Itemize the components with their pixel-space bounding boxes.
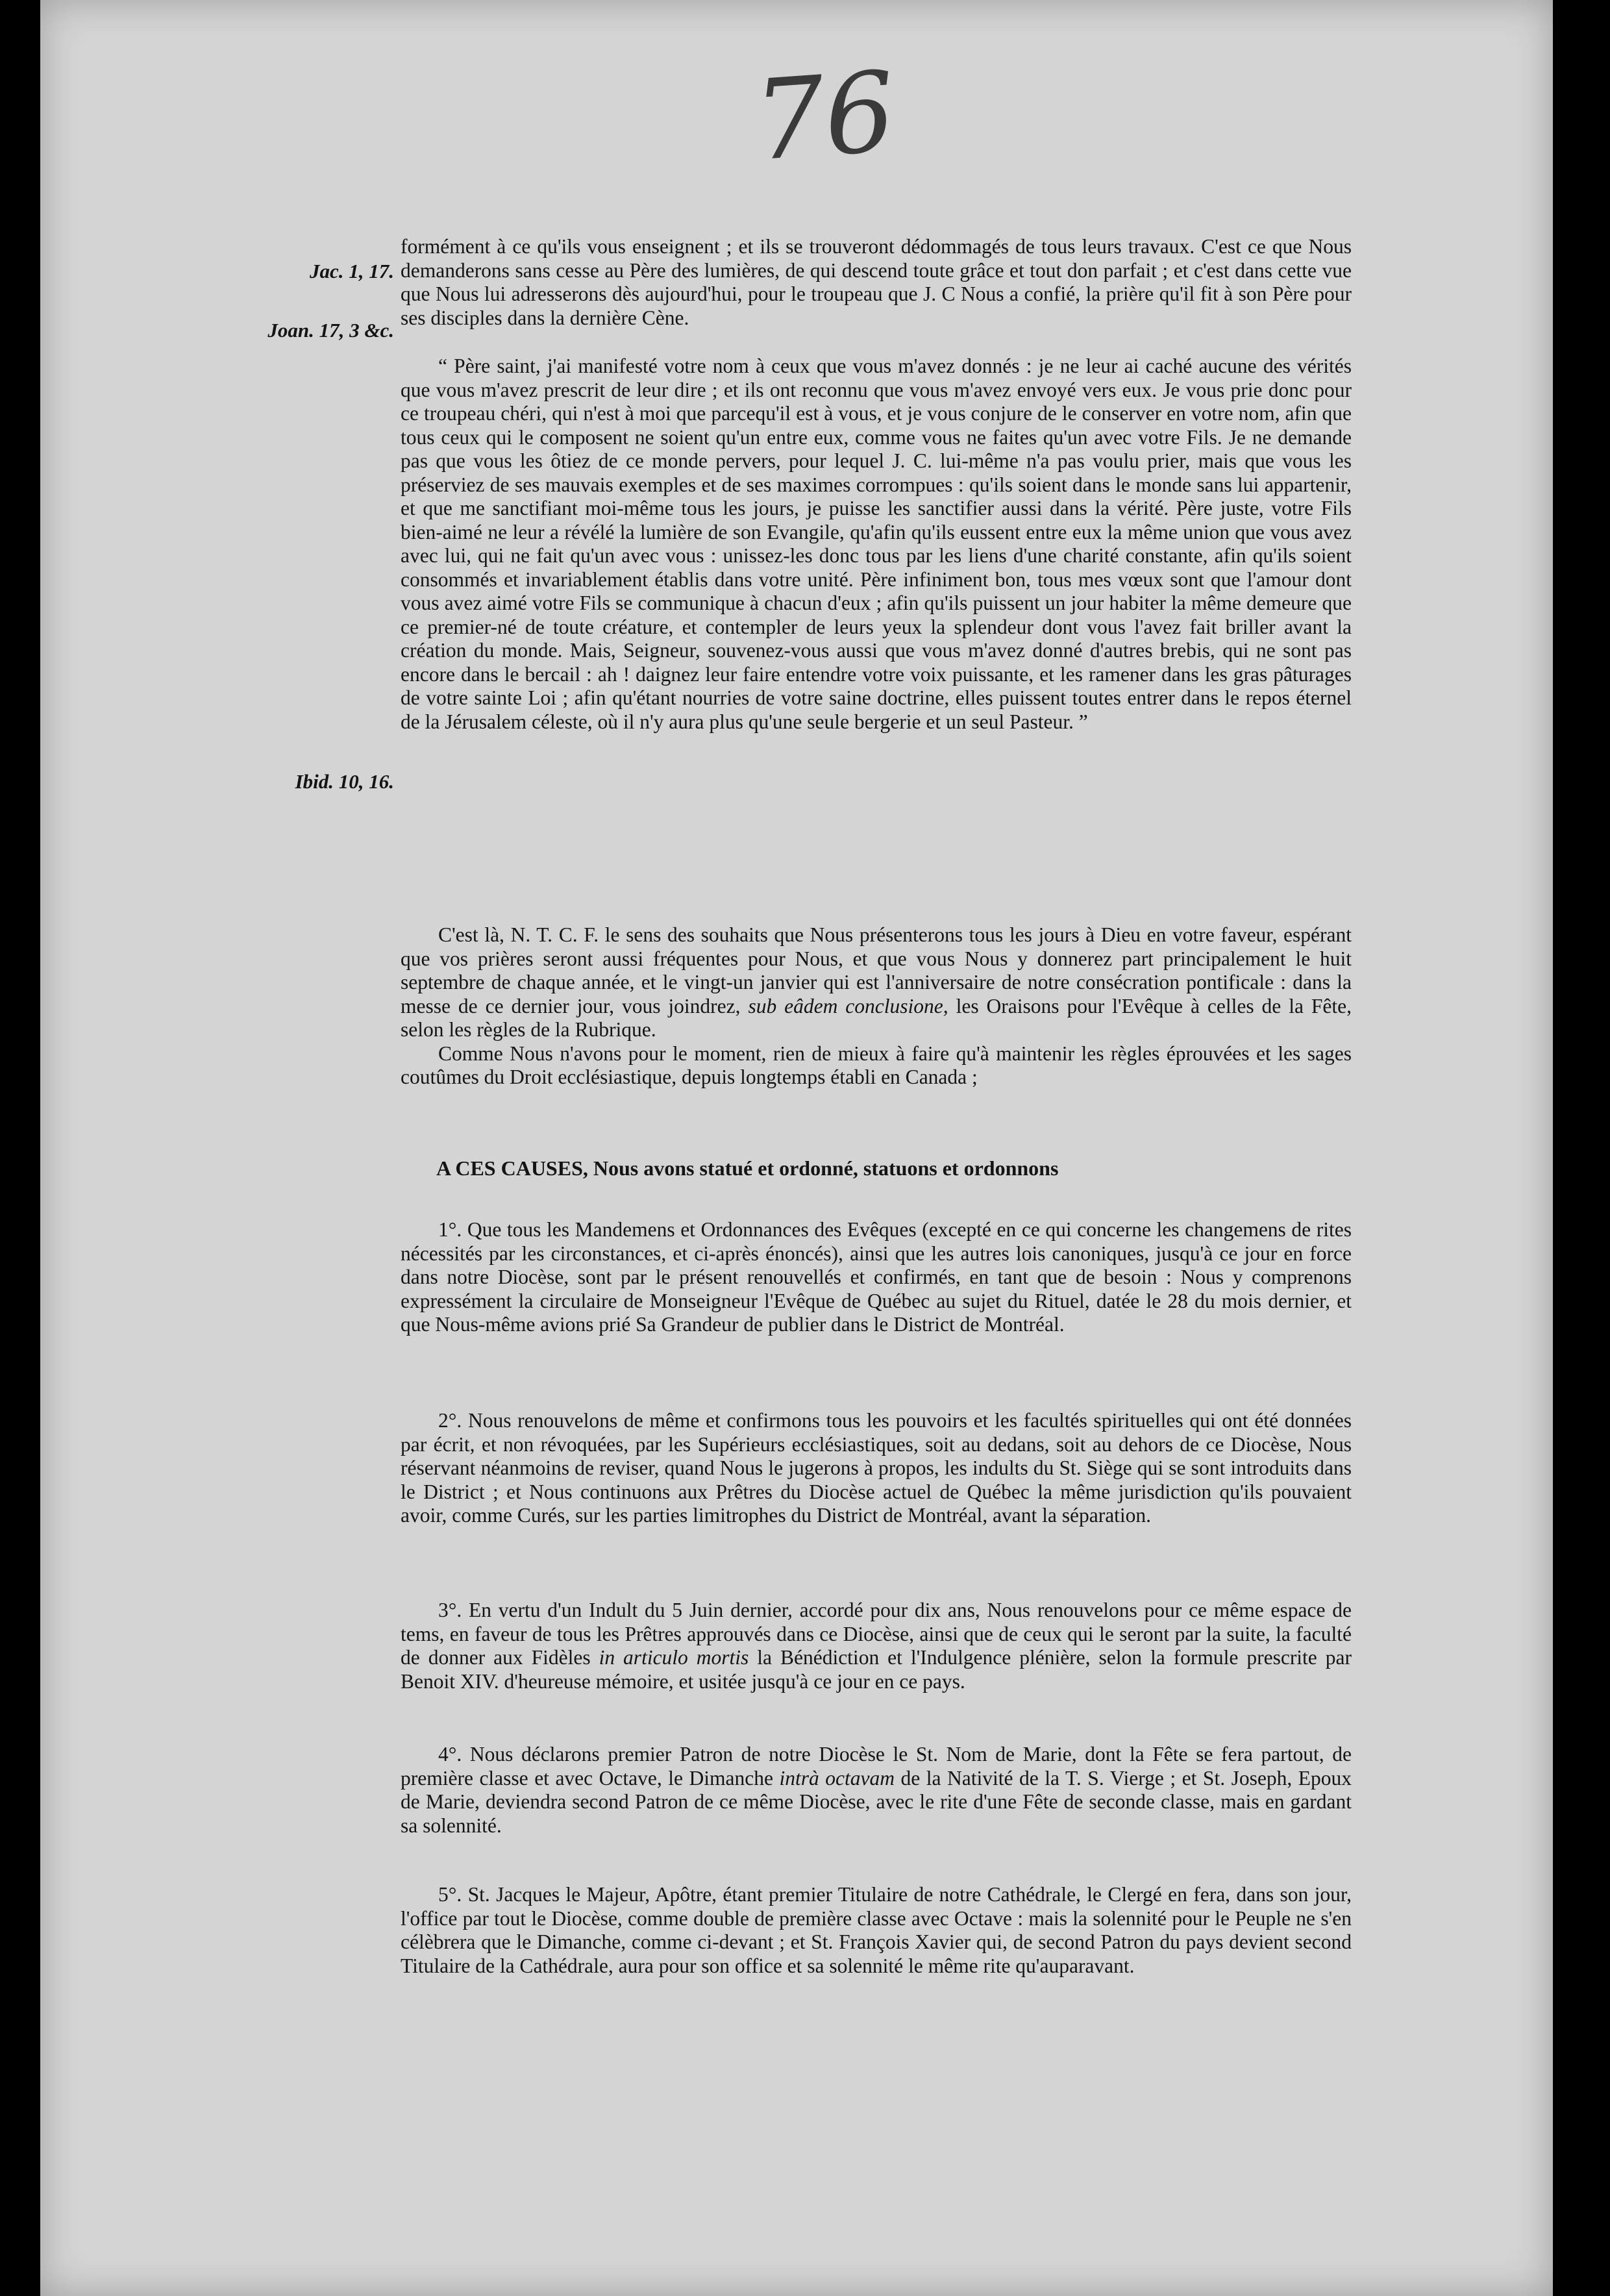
article-2-block bbox=[401, 1409, 1352, 1528]
intro-paragraph-block bbox=[401, 235, 1352, 330]
article-4-text-end: de la Nativité de la T. S. Vierge ; et St. Joseph, Epoux de Marie, deviendra second Patron de ce même Diocèse, avec le rite d'une Fête de seconde classe, mais en gardant sa solennité. bbox=[401, 1766, 1352, 1837]
comme-paragraph: Comme Nous n'avons pour le moment, rien de mieux à faire qu'à maintenir les règles éprouvées et les sages coutûmes du Droit ecclésiastique, depuis longtemps établi en Canada ; bbox=[401, 1042, 1352, 1088]
article-5: 5°. St. Jacques le Majeur, Apôtre, étant premier Titulaire de notre Cathédrale, le Clergé en fera, dans son jour, l'office par tout le Diocèse, comme double de première classe avec Octave : mais la solennité pour le Peuple ne s'en célèbrera que le Dimanche, comme ci-devant ; et St. François Xavier qui, de second Patron du pays devient second Titulaire de la Cathédrale, aura pour son office et sa solennité le même rite qu'auparavant. bbox=[401, 1883, 1352, 1977]
souhaits-paragraph-block bbox=[401, 923, 1352, 1090]
margin-note-ibid: Ibid. 10, 16. bbox=[295, 770, 394, 793]
article-1-block bbox=[401, 1218, 1352, 1337]
article-1: 1°. Que tous les Mandemens et Ordonnances des Evêques (excepté en ce qui concerne les changemens de rites nécessités par les circonstances, et ci-après énoncés), ainsi que les autres lois canoniques, jusqu'à ce jour en force dans notre Diocèse, sont par le présent renouvellés et confirmés, en tant que de besoin : Nous y comprenons expressément la circulaire de Monseigneur l'Evêque de Québec au sujet du Rituel, datée le 28 du mois dernier, et que Nous-même avions prié Sa Grandeur de publier dans le District de Montréal. bbox=[401, 1218, 1352, 1336]
scanned-page bbox=[40, 0, 1553, 2296]
souhaits-paragraph bbox=[401, 923, 1352, 1042]
section-heading-rest: Nous avons statué et ordonné, statuons et ordonnons bbox=[588, 1156, 1059, 1180]
souhaits-latin-phrase: sub eâdem conclusione, bbox=[748, 994, 948, 1017]
handwritten-page-number: 76 bbox=[750, 47, 899, 186]
article-4-text-start: 4°. Nous déclarons premier Patron de notre Diocèse le St. Nom de Marie, dont la Fête se fera partout, de première classe et avec Octave, le Dimanche bbox=[401, 1743, 1352, 1790]
souhaits-text-end: les Oraisons pour l'Evêque à celles de la Fête, selon les règles de la Rubrique. bbox=[401, 994, 1352, 1041]
intro-paragraph: formément à ce qu'ils vous enseignent ; et ils se trouveront dédommagés de tous leurs travaux. C'est ce que Nous demanderons sans cesse au Père des lumières, de qui descend toute grâce et tout don parfait ; et c'est dans cette vue que Nous lui adresserons dès aujourd'hui, pour le troupeau que J. C Nous a confié, la prière qu'il fit à son Père pour ses disciples dans la dernière Cène. bbox=[401, 235, 1352, 329]
margin-note-joan: Joan. 17, 3 &c. bbox=[267, 319, 394, 342]
article-3-text-start: 3°. En vertu d'un Indult du 5 Juin dernier, accordé pour dix ans, Nous renouvelons pour ce même espace de tems, en faveur de tous les Prêtres approuvés dans ce Diocèse, ainsi que de ceux qui le seront par la suite, la faculté de donner aux Fidèles bbox=[401, 1599, 1352, 1669]
article-3-text-end: la Bénédiction et l'Indulgence plénière, selon la formule prescrite par Benoit XIV. d'heureuse mémoire, et usitée jusqu'à ce jour en ce pays. bbox=[401, 1646, 1352, 1693]
article-5-block bbox=[401, 1883, 1352, 1978]
article-4-block bbox=[401, 1743, 1352, 1838]
souhaits-text-start: C'est là, N. T. C. F. le sens des souhaits que Nous présenterons tous les jours à Dieu en votre faveur, espérant que vos prières seront aussi fréquentes pour Nous, et que vous Nous y donnerez part principalement le huit septembre de chaque année, et le vingt-un janvier qui est l'anniversaire de notre consécration pontificale : dans la messe de ce dernier jour, vous joindrez, bbox=[401, 923, 1352, 1017]
article-3 bbox=[401, 1599, 1352, 1693]
article-4-latin-phrase: intrà octavam bbox=[779, 1766, 895, 1790]
margin-note-jac: Jac. 1, 17. bbox=[309, 260, 394, 282]
section-heading bbox=[436, 1158, 1058, 1179]
article-4 bbox=[401, 1743, 1352, 1838]
article-3-block bbox=[401, 1599, 1352, 1693]
section-heading-caps: A CES CAUSES, bbox=[436, 1156, 588, 1180]
prayer-paragraph: “ Père saint, j'ai manifesté votre nom à ceux que vous m'avez donnés : je ne leur ai caché aucune des vérités que vous m'avez prescrit de leur dire ; et ils ont reconnu que vous m'avez envoyé vers eux. Je vous prie donc pour ce troupeau chéri, qui n'est à moi que parcequ'il est à vous, et je vous conjure de le conserver en votre nom, afin que tous ceux qui le composent ne soient qu'un entre eux, comme vous ne faites qu'un avec votre Fils. Je ne demande pas que vous les ôtiez de ce monde pervers, pour lequel J. C. lui-même n'a pas voulu prier, mais que vous les préserviez de ses mauvais exemples et de ses maximes corrompues : qu'ils soient dans le monde sans lui appartenir, et que me sanctifiant moi-même tous les jours, je puisse les sanctifier aussi dans la vérité. Père juste, votre Fils bien-aimé ne leur a révélé la lumière de son Evangile, qu'afin qu'ils eussent entre eux la même union que vous avez avec lui, qui ne fait qu'un avec vous : unissez-les donc tous par les liens d'une charité constante, afin qu'ils soient consommés et invariablement établis dans votre unité. Père infiniment bon, tous mes vœux sont que l'amour dont vous avez aimé votre Fils se communique à chacun d'eux ; afin qu'ils puissent un jour habiter la même demeure que ce premier-né de toute créature, et contempler de leurs yeux la splendeur dont vous l'avez fait briller avant la création du monde. Mais, Seigneur, souvenez-vous aussi que vous m'avez donné d'autres brebis, qui ne sont pas encore dans le bercail : ah ! daignez leur faire entendre votre voix puissante, et les ramener dans les gras pâturages de votre sainte Loi ; afin qu'étant nourries de votre saine doctrine, elles puissent toutes entrer dans le repos éternel de la Jérusalem céleste, où il n'y aura plus qu'une seule bergerie et un seul Pasteur. ” bbox=[401, 355, 1352, 733]
article-2: 2°. Nous renouvelons de même et confirmons tous les pouvoirs et les facultés spirituelles qui ont été données par écrit, et non révoquées, par les Supérieurs ecclésiastiques, soit au dedans, soit au dehors de ce Diocèse, Nous réservant néanmoins de reviser, quand Nous le jugerons à propos, les indults du St. Siège qui se sont introduits dans le District ; et Nous continuons aux Prêtres du Diocèse actuel de Québec la même jurisdiction qu'ils pouvaient avoir, comme Curés, sur les parties limitrophes du District de Montréal, avant la séparation. bbox=[401, 1409, 1352, 1527]
article-3-latin-phrase: in articulo mortis bbox=[599, 1646, 749, 1669]
prayer-paragraph-block bbox=[401, 355, 1352, 734]
